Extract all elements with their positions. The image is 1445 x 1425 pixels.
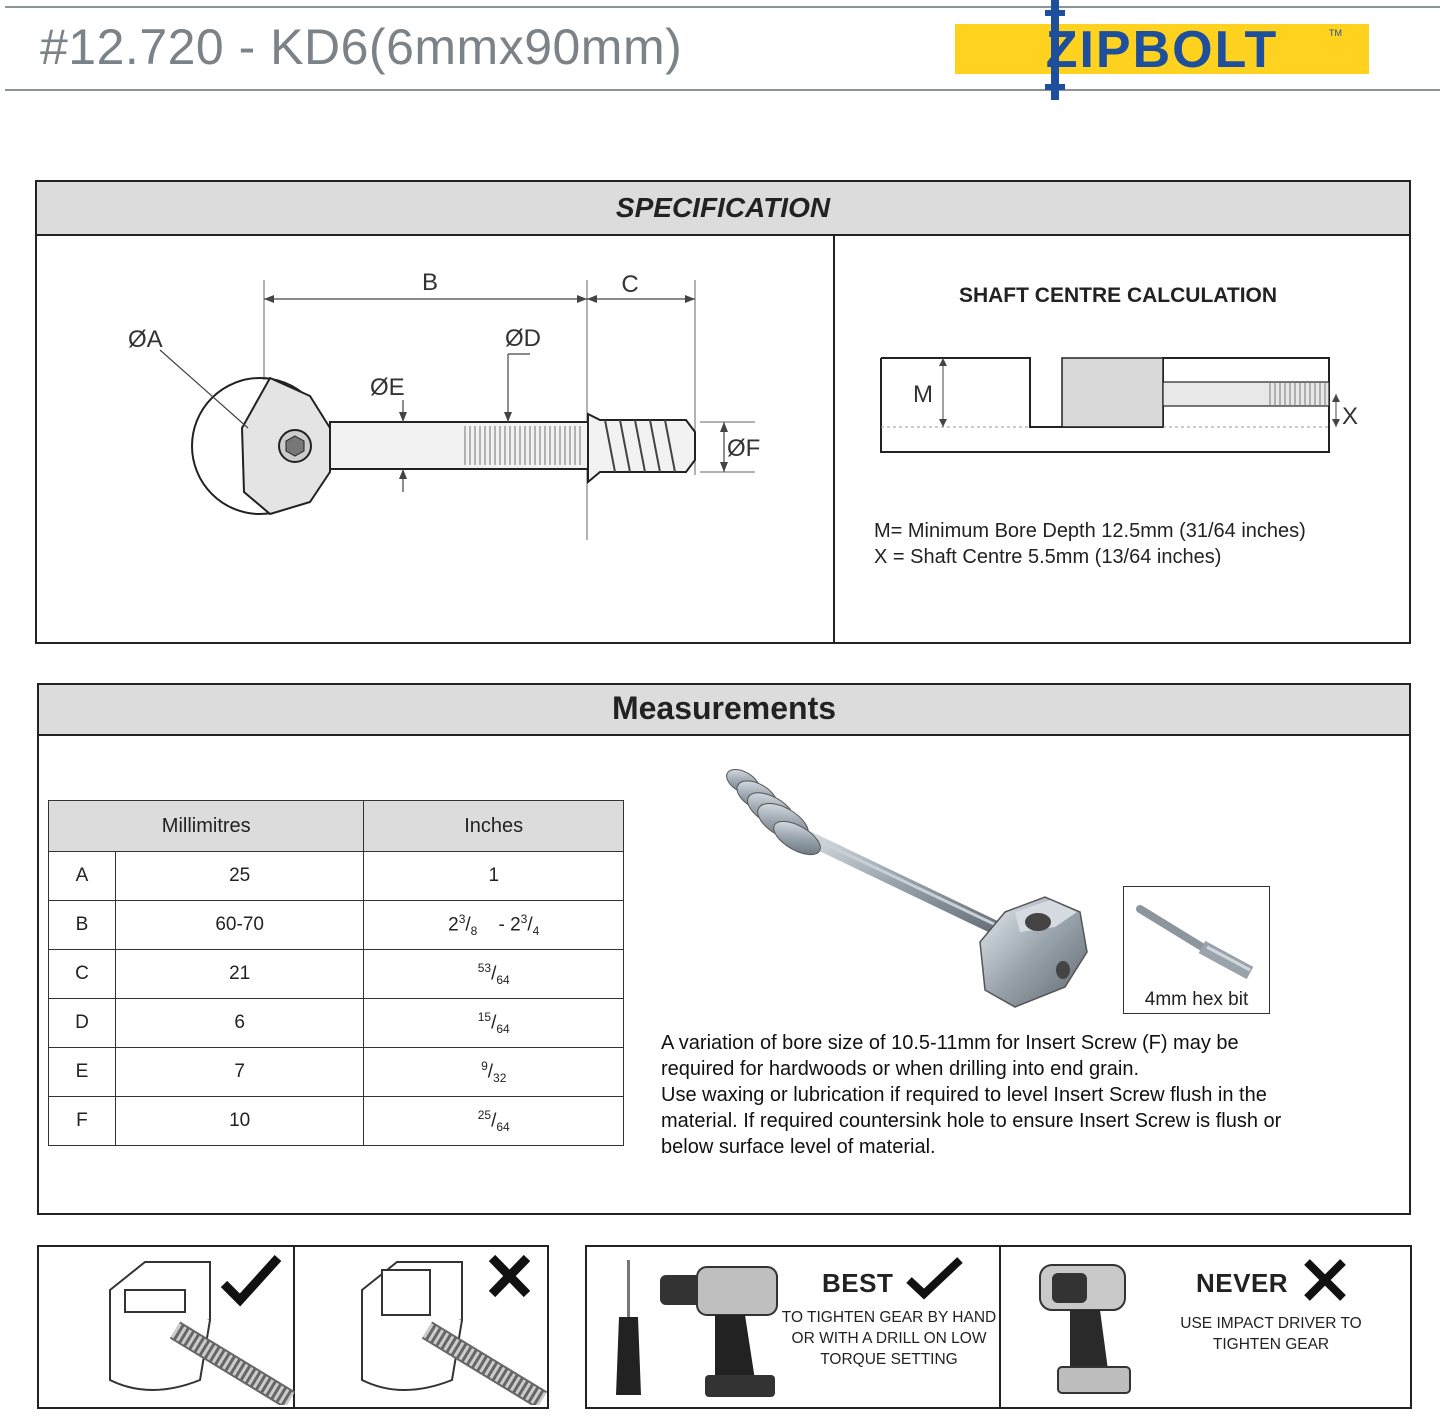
inches-value: 1 [364,852,624,901]
table-row [49,1097,624,1146]
shaft-centre-diagram [870,350,1370,460]
hex-bit-box [1123,886,1270,1014]
inches-value: $^{53}/_{64}$ [364,950,624,999]
note-line: below surface level of material. [661,1136,936,1158]
never-description [1170,1313,1372,1355]
trademark-text: TM [1329,28,1342,38]
best-line: TO TIGHTEN GEAR BY HAND [781,1309,997,1326]
note-line: Use waxing or lubrication if required to level Insert Screw flush in the [661,1084,1267,1106]
bolt-diagram [120,260,800,550]
never-line: USE IMPACT DRIVER TO [1180,1315,1362,1332]
never-title: NEVER [1196,1268,1289,1298]
zipbolt-product-image [715,762,1105,1017]
row-label: D [49,999,116,1048]
measurements-heading: Measurements [39,685,1409,736]
row-label: E [49,1048,116,1097]
measurements-table [48,800,624,1146]
bore-depth-text: M= Minimum Bore Depth 12.5mm (31/64 inches) [874,520,1306,542]
usage-notes [661,1030,1381,1160]
hex-bit-caption: 4mm hex bit [1144,989,1249,1010]
label-b: B [421,269,439,296]
mm-value: 10 [115,1097,364,1146]
row-label: F [49,1097,116,1146]
inches-value: $2^3/_8$ - $2^3/_4$ [364,901,624,950]
shaft-centre-notes [874,518,1306,570]
table-row [49,999,624,1048]
specification-heading: SPECIFICATION [37,182,1409,236]
shaft-centre-heading: SHAFT CENTRE CALCULATION [958,284,1278,307]
mm-value: 60-70 [115,901,364,950]
table-row [49,852,624,901]
column-header-mm: Millimitres [49,801,364,852]
best-line: TORQUE SETTING [820,1351,958,1368]
mm-value: 25 [115,852,364,901]
page-title: #12.720 - KD6(6mmx90mm) [40,19,683,75]
label-f: ØF [727,435,761,462]
check-icon [224,1258,278,1300]
screwdriver-drill-illustration [605,1255,800,1400]
cross-icon [492,1258,527,1294]
table-row [49,950,624,999]
mm-value: 21 [115,950,364,999]
label-a: ØA [128,326,163,353]
row-label: B [49,901,116,950]
impact-driver-illustration [1030,1255,1150,1400]
table-header-row [49,801,624,852]
note-line: material. If required countersink hole to ensure Insert Screw is flush or [661,1110,1282,1132]
row-label: A [49,852,116,901]
best-check-icon [904,1256,966,1302]
label-m: M [913,381,933,408]
correct-fit-illustration [100,1250,295,1405]
mm-value: 6 [115,999,364,1048]
row-label: C [49,950,116,999]
mm-value: 7 [115,1048,364,1097]
hex-bit-icon [1132,899,1262,979]
inches-value: $^9/_{32}$ [364,1048,624,1097]
brand-text: ZIPBOLT [1045,21,1279,79]
best-title: BEST [822,1268,894,1298]
best-line: OR WITH A DRILL ON LOW [791,1330,987,1347]
table-row [49,901,624,950]
note-line: A variation of bore size of 10.5-11mm for Insert Screw (F) may be [661,1032,1239,1054]
spec-divider [833,234,835,644]
inches-value: $^{25}/_{64}$ [364,1097,624,1146]
incorrect-fit-illustration [352,1250,547,1405]
label-d: ØD [505,325,541,352]
inches-value: $^{15}/_{64}$ [364,999,624,1048]
label-x: X [1342,403,1359,430]
never-line: TIGHTEN GEAR [1212,1336,1330,1353]
shaft-centre-text: X = Shaft Centre 5.5mm (13/64 inches) [874,546,1222,568]
zipbolt-logo [955,0,1369,100]
note-line: required for hardwoods or when drilling into end grain. [661,1058,1140,1080]
table-row [49,1048,624,1097]
never-cross-icon [1301,1257,1349,1303]
column-header-inches: Inches [364,801,624,852]
best-description [780,1307,998,1370]
label-e: ØE [370,374,405,401]
label-c: C [621,271,639,298]
